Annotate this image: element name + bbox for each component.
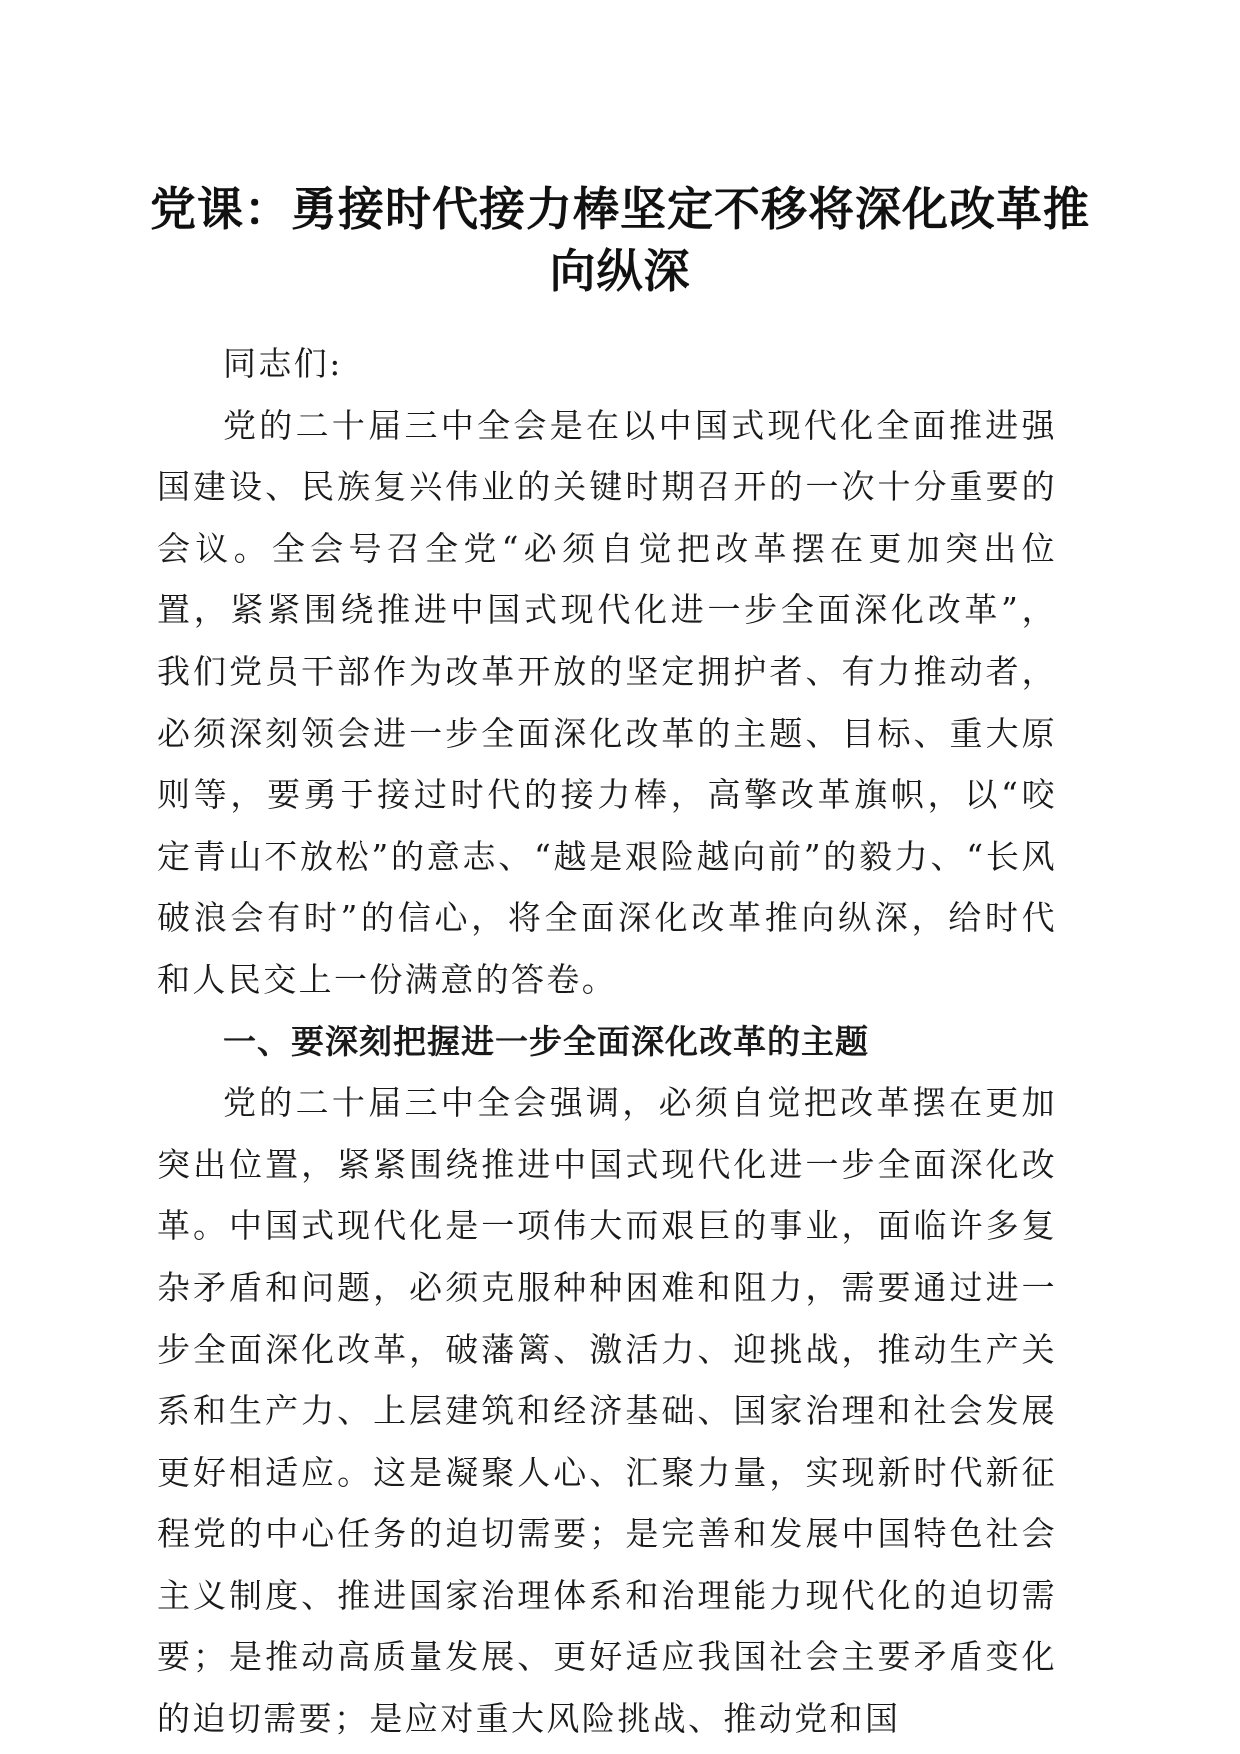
body-paragraph-intro: 党的二十届三中全会是在以中国式现代化全面推进强国建设、民族复兴伟业的关键时期召开的一次十分重要的会议。全会号召全党“必须自觉把改革摆在更加突出位置，紧紧围绕推进中国式现代化进一步全面深化改革”，我们党员干部作为改革开放的坚定拥护者、有力推动者，必须深刻领会进一步全面深化改革的主题、目标、重大原则等，要勇于接过时代的接力棒，高擎改革旗帜，以“咬定青山不放松”的意志、“越是艰险越向前”的毅力、“长风破浪会有时”的信心，将全面深化改革推向纵深，给时代和人民交上一份满意的答卷。 [157, 405, 1057, 999]
salutation: 同志们: [223, 344, 343, 383]
body-paragraph-section-1: 党的二十届三中全会强调，必须自觉把改革摆在更加突出位置，紧紧围绕推进中国式现代化进一步全面深化改革。中国式现代化是一项伟大而艰巨的事业，面临许多复杂矛盾和问题，必须克服种种困难和阻力，需要通过进一步全面深化改革，破藩篱、激活力、迎挑战，推动生产关系和生产力、上层建筑和经济基础、国家治理和社会发展更好相适应。这是凝聚人心、汇聚力量，实现新时代新征程党的中心任务的迫切需要；是完善和发展中国特色社会主义制度、推进国家治理体系和治理能力现代化的迫切需要；是推动高质量发展、更好适应我国社会主要矛盾变化的迫切需要；是应对重大风险挑战、推动党和国 [157, 1083, 1057, 1739]
document-body [157, 333, 1057, 1750]
section-heading: 一、要深刻把握进一步全面深化改革的主题 [223, 1021, 869, 1061]
document-title: 党课：勇接时代接力棒坚定不移将深化改革推向纵深 [150, 182, 1090, 298]
